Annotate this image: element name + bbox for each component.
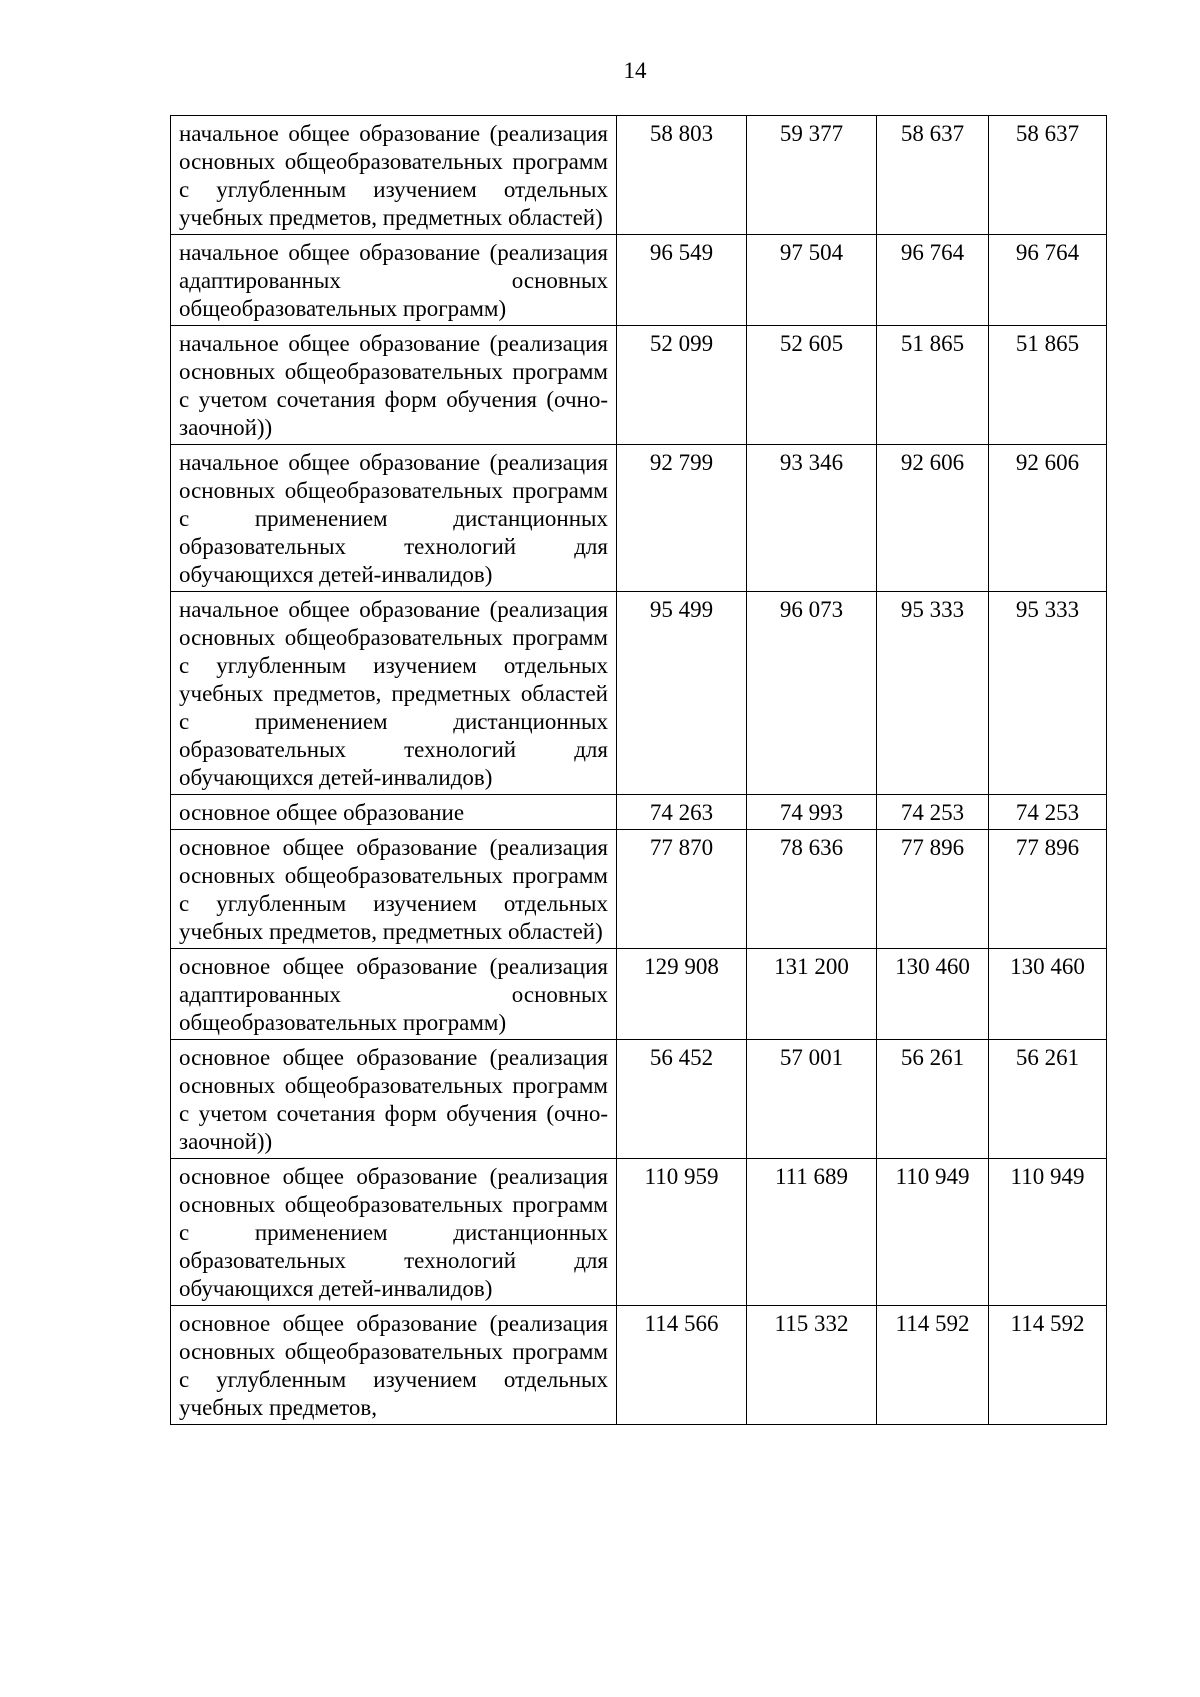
row-value: 130 460 [989, 949, 1107, 1040]
data-table [170, 115, 1107, 1425]
row-value: 96 764 [989, 235, 1107, 326]
row-value: 114 566 [617, 1306, 747, 1425]
row-description: начальное общее образование (реализация адаптированных основных общеобразовательных программ) [171, 235, 617, 326]
row-value: 74 253 [989, 795, 1107, 830]
row-description: основное общее образование (реализация основных общеобразовательных программ с учетом сочетания форм обучения (очно-заочной)) [171, 1040, 617, 1159]
row-value: 95 333 [877, 592, 989, 795]
row-value: 74 993 [747, 795, 877, 830]
page-number: 14 [623, 58, 647, 83]
row-value: 96 549 [617, 235, 747, 326]
row-value: 110 949 [989, 1159, 1107, 1306]
row-value: 52 099 [617, 326, 747, 445]
row-description: основное общее образование (реализация адаптированных основных общеобразовательных программ) [171, 949, 617, 1040]
row-value: 74 253 [877, 795, 989, 830]
row-value: 114 592 [877, 1306, 989, 1425]
row-description: основное общее образование [171, 795, 617, 830]
row-value: 131 200 [747, 949, 877, 1040]
row-value: 96 073 [747, 592, 877, 795]
row-description: начальное общее образование (реализация основных общеобразовательных программ с углубленным изучением отдельных учебных предметов, предметных областей с применением дистанционных образовательных технологий для обучающихся детей-инвалидов) [171, 592, 617, 795]
table-row [171, 795, 1107, 830]
row-value: 58 803 [617, 116, 747, 235]
row-value: 51 865 [877, 326, 989, 445]
row-value: 58 637 [989, 116, 1107, 235]
row-value: 74 263 [617, 795, 747, 830]
table-row [171, 1306, 1107, 1425]
row-value: 78 636 [747, 830, 877, 949]
table-row [171, 1040, 1107, 1159]
table-row [171, 445, 1107, 592]
row-value: 59 377 [747, 116, 877, 235]
row-description: начальное общее образование (реализация основных общеобразовательных программ с углубленным изучением отдельных учебных предметов, предметных областей) [171, 116, 617, 235]
row-description: основное общее образование (реализация основных общеобразовательных программ с углубленным изучением отдельных учебных предметов, [171, 1306, 617, 1425]
row-value: 77 870 [617, 830, 747, 949]
row-value: 92 606 [989, 445, 1107, 592]
row-value: 115 332 [747, 1306, 877, 1425]
row-value: 77 896 [877, 830, 989, 949]
row-value: 52 605 [747, 326, 877, 445]
table-row [171, 326, 1107, 445]
row-description: начальное общее образование (реализация основных общеобразовательных программ с применением дистанционных образовательных технологий для обучающихся детей-инвалидов) [171, 445, 617, 592]
table-row [171, 235, 1107, 326]
row-value: 130 460 [877, 949, 989, 1040]
row-value: 110 949 [877, 1159, 989, 1306]
table-row [171, 116, 1107, 235]
row-description: основное общее образование (реализация основных общеобразовательных программ с углубленным изучением отдельных учебных предметов, предметных областей) [171, 830, 617, 949]
row-value: 114 592 [989, 1306, 1107, 1425]
row-value: 110 959 [617, 1159, 747, 1306]
table-row [171, 592, 1107, 795]
table-row [171, 830, 1107, 949]
row-description: начальное общее образование (реализация основных общеобразовательных программ с учетом сочетания форм обучения (очно-заочной)) [171, 326, 617, 445]
row-value: 51 865 [989, 326, 1107, 445]
row-value: 56 261 [989, 1040, 1107, 1159]
row-value: 97 504 [747, 235, 877, 326]
row-value: 95 499 [617, 592, 747, 795]
row-value: 111 689 [747, 1159, 877, 1306]
row-value: 58 637 [877, 116, 989, 235]
row-value: 56 452 [617, 1040, 747, 1159]
row-value: 93 346 [747, 445, 877, 592]
row-value: 96 764 [877, 235, 989, 326]
row-description: основное общее образование (реализация основных общеобразовательных программ с применением дистанционных образовательных технологий для обучающихся детей-инвалидов) [171, 1159, 617, 1306]
row-value: 92 799 [617, 445, 747, 592]
table-row [171, 949, 1107, 1040]
row-value: 129 908 [617, 949, 747, 1040]
row-value: 57 001 [747, 1040, 877, 1159]
row-value: 77 896 [989, 830, 1107, 949]
row-value: 56 261 [877, 1040, 989, 1159]
row-value: 95 333 [989, 592, 1107, 795]
row-value: 92 606 [877, 445, 989, 592]
table-row [171, 1159, 1107, 1306]
